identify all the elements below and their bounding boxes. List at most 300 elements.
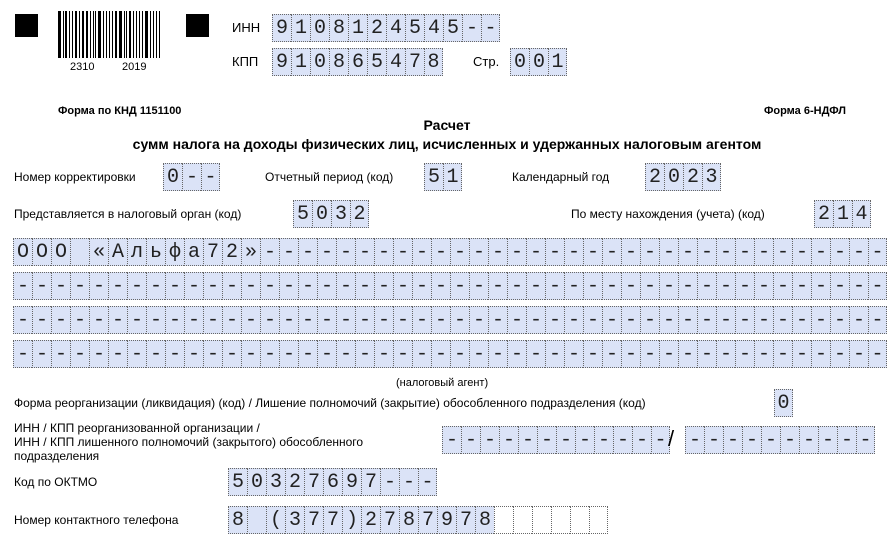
char-cell: -	[868, 272, 887, 300]
reorg-inn-field[interactable]	[442, 426, 670, 454]
char-cell: -	[678, 340, 697, 368]
barcode-bar	[98, 11, 101, 58]
phone-label: Номер контактного телефона	[14, 513, 179, 527]
correction-label: Номер корректировки	[14, 170, 136, 184]
location-label: По месту нахождения (учета) (код)	[571, 207, 765, 221]
char-cell: 7	[405, 48, 424, 76]
barcode-bar	[115, 11, 117, 58]
barcode-bar	[86, 11, 88, 58]
char-cell: -	[583, 238, 602, 266]
char-cell: -	[526, 306, 545, 334]
char-cell: 7	[304, 468, 323, 496]
char-cell: -	[469, 238, 488, 266]
char-cell: -	[773, 238, 792, 266]
char-cell: 6	[323, 468, 342, 496]
barcode-bar	[112, 11, 113, 58]
char-cell: -	[51, 272, 70, 300]
char-cell: 7	[323, 506, 342, 534]
char-cell: -	[317, 272, 336, 300]
char-cell: -	[507, 306, 526, 334]
char-cell	[494, 506, 513, 534]
knd-code: Форма по КНД 1151100	[58, 105, 182, 117]
char-cell: -	[108, 272, 127, 300]
char-cell: -	[317, 306, 336, 334]
char-cell: -	[640, 340, 659, 368]
phone-field[interactable]	[228, 506, 608, 534]
agent-name-line-1[interactable]	[13, 238, 887, 266]
oktmo-field[interactable]	[228, 468, 437, 496]
char-cell: -	[260, 340, 279, 368]
char-cell: -	[13, 272, 32, 300]
reorg-slash: /	[668, 426, 675, 451]
char-cell: -	[393, 238, 412, 266]
barcode-bar	[153, 11, 154, 58]
char-cell: -	[203, 306, 222, 334]
char-cell: -	[431, 238, 450, 266]
barcode-bar	[139, 11, 141, 58]
period-label: Отчетный период (код)	[265, 170, 394, 184]
char-cell: -	[545, 340, 564, 368]
char-cell: -	[716, 306, 735, 334]
char-cell: -	[868, 238, 887, 266]
char-cell: -	[811, 238, 830, 266]
char-cell: -	[602, 306, 621, 334]
char-cell: -	[418, 468, 437, 496]
reorg-inn-label-3: подразделения	[14, 449, 100, 463]
char-cell: -	[868, 306, 887, 334]
char-cell: -	[545, 306, 564, 334]
char-cell: -	[849, 340, 868, 368]
barcode-bar	[129, 11, 131, 58]
char-cell: 9	[272, 48, 291, 76]
char-cell: -	[583, 340, 602, 368]
char-cell: -	[537, 426, 556, 454]
char-cell: -	[621, 340, 640, 368]
char-cell: -	[697, 272, 716, 300]
char-cell: -	[583, 272, 602, 300]
char-cell: -	[518, 426, 537, 454]
barcode-bar	[63, 11, 64, 58]
char-cell: 8	[329, 14, 348, 42]
authority-label: Представляется в налоговый орган (код)	[14, 207, 242, 221]
char-cell: -	[32, 272, 51, 300]
char-cell: -	[442, 426, 461, 454]
char-cell: -	[374, 272, 393, 300]
char-cell: 9	[437, 506, 456, 534]
char-cell: -	[32, 340, 51, 368]
char-cell: -	[488, 238, 507, 266]
char-cell: 5	[424, 163, 443, 191]
barcode-number-right: 2019	[122, 61, 147, 73]
char-cell: -	[773, 340, 792, 368]
char-cell: -	[222, 340, 241, 368]
char-cell: -	[127, 306, 146, 334]
char-cell: -	[89, 340, 108, 368]
char-cell: 0	[312, 200, 331, 228]
char-cell: -	[298, 340, 317, 368]
char-cell: -	[773, 272, 792, 300]
char-cell: 0	[310, 48, 329, 76]
char-cell: -	[856, 426, 875, 454]
char-cell: -	[507, 340, 526, 368]
char-cell: 2	[367, 14, 386, 42]
char-cell: -	[849, 238, 868, 266]
char-cell: -	[201, 163, 220, 191]
char-cell: -	[640, 306, 659, 334]
char-cell: -	[412, 340, 431, 368]
char-cell: -	[837, 426, 856, 454]
char-cell: 5	[405, 14, 424, 42]
char-cell: -	[678, 238, 697, 266]
char-cell: -	[773, 306, 792, 334]
char-cell: -	[241, 340, 260, 368]
char-cell: 1	[443, 163, 462, 191]
char-cell: 1	[348, 14, 367, 42]
char-cell: -	[868, 340, 887, 368]
kpp-label: КПП	[232, 54, 259, 69]
char-cell: -	[849, 306, 868, 334]
char-cell: -	[811, 340, 830, 368]
oktmo-label: Код по ОКТМО	[14, 475, 98, 489]
reorg-field[interactable]	[774, 389, 793, 417]
char-cell: -	[393, 340, 412, 368]
form-name: Форма 6-НДФЛ	[764, 105, 846, 117]
char-cell: -	[469, 340, 488, 368]
char-cell	[570, 506, 589, 534]
correction-field[interactable]	[163, 163, 220, 191]
agent-caption: (налоговый агент)	[396, 377, 489, 389]
barcode-bar	[58, 11, 61, 58]
char-cell: -	[336, 272, 355, 300]
char-cell: -	[146, 272, 165, 300]
char-cell: -	[184, 340, 203, 368]
char-cell: 1	[548, 48, 567, 76]
char-cell: -	[298, 306, 317, 334]
char-cell: 8	[475, 506, 494, 534]
char-cell: -	[298, 272, 317, 300]
char-cell: -	[678, 272, 697, 300]
agent-name-line-2[interactable]	[13, 272, 887, 300]
char-cell	[70, 238, 89, 266]
char-cell: 0	[529, 48, 548, 76]
year-label: Календарный год	[512, 170, 610, 184]
char-cell: -	[678, 306, 697, 334]
char-cell: 9	[272, 14, 291, 42]
char-cell: -	[279, 340, 298, 368]
barcode-bar	[142, 11, 143, 58]
char-cell: -	[241, 306, 260, 334]
char-cell: -	[849, 272, 868, 300]
barcode-bar	[159, 11, 160, 58]
char-cell: -	[659, 340, 678, 368]
char-cell: -	[830, 306, 849, 334]
barcode-bar	[119, 11, 122, 58]
char-cell: -	[830, 238, 849, 266]
char-cell: -	[374, 306, 393, 334]
char-cell: -	[488, 272, 507, 300]
char-cell: -	[659, 272, 678, 300]
char-cell: -	[184, 306, 203, 334]
char-cell: -	[70, 272, 89, 300]
char-cell: 5	[228, 468, 247, 496]
char-cell: 5	[443, 14, 462, 42]
char-cell: -	[51, 306, 70, 334]
char-cell: -	[431, 272, 450, 300]
char-cell: -	[754, 306, 773, 334]
char-cell: -	[602, 272, 621, 300]
char-cell: -	[735, 238, 754, 266]
char-cell: 3	[266, 468, 285, 496]
char-cell: -	[545, 272, 564, 300]
char-cell: О	[32, 238, 51, 266]
barcode-bar	[82, 11, 84, 58]
char-cell: -	[685, 426, 704, 454]
char-cell: 7	[203, 238, 222, 266]
char-cell: -	[450, 306, 469, 334]
char-cell: -	[317, 238, 336, 266]
page-label: Стр.	[473, 54, 500, 69]
char-cell: -	[526, 272, 545, 300]
char-cell: А	[108, 238, 127, 266]
char-cell: -	[697, 238, 716, 266]
char-cell: -	[469, 272, 488, 300]
barcode-bar	[93, 11, 94, 58]
authority-field[interactable]	[293, 200, 369, 228]
char-cell: -	[742, 426, 761, 454]
char-cell: -	[380, 468, 399, 496]
char-cell: -	[811, 306, 830, 334]
char-cell: 2	[222, 238, 241, 266]
char-cell: -	[716, 340, 735, 368]
char-cell: -	[70, 340, 89, 368]
char-cell: -	[697, 306, 716, 334]
char-cell: 4	[424, 14, 443, 42]
char-cell: 7	[456, 506, 475, 534]
char-cell: -	[488, 340, 507, 368]
char-cell: -	[222, 272, 241, 300]
char-cell	[532, 506, 551, 534]
barcode-bar	[136, 11, 137, 58]
char-cell: -	[374, 238, 393, 266]
inn-field[interactable]	[272, 14, 500, 42]
char-cell: 2	[814, 200, 833, 228]
agent-name-line-3[interactable]	[13, 306, 887, 334]
char-cell: -	[556, 426, 575, 454]
char-cell: 8	[424, 48, 443, 76]
char-cell	[513, 506, 532, 534]
char-cell: -	[182, 163, 201, 191]
kpp-field[interactable]	[272, 48, 443, 76]
char-cell: 4	[386, 14, 405, 42]
char-cell: ф	[165, 238, 184, 266]
char-cell: -	[336, 238, 355, 266]
char-cell: -	[108, 306, 127, 334]
char-cell: -	[336, 340, 355, 368]
form-subtitle: сумм налога на доходы физических лиц, исчисленных и удержанных налоговым агентом	[132, 136, 762, 152]
char-cell: 5	[367, 48, 386, 76]
char-cell: 1	[291, 48, 310, 76]
char-cell: -	[488, 306, 507, 334]
corner-marker-right	[186, 14, 209, 37]
char-cell: -	[632, 426, 651, 454]
char-cell: -	[575, 426, 594, 454]
char-cell: -	[355, 340, 374, 368]
char-cell: -	[754, 340, 773, 368]
char-cell: -	[461, 426, 480, 454]
char-cell: -	[279, 272, 298, 300]
char-cell: -	[792, 238, 811, 266]
char-cell: -	[146, 340, 165, 368]
char-cell: -	[704, 426, 723, 454]
char-cell: -	[754, 238, 773, 266]
barcode-bar	[150, 11, 151, 58]
char-cell: 0	[774, 389, 793, 417]
char-cell: -	[13, 340, 32, 368]
corner-marker-left	[15, 14, 38, 37]
char-cell: (	[266, 506, 285, 534]
agent-name-line-4[interactable]	[13, 340, 887, 368]
char-cell: -	[564, 306, 583, 334]
reorg-inn-label-2: ИНН / КПП лишенного полномочий (закрытого) обособленного	[14, 435, 364, 449]
char-cell: 0	[163, 163, 182, 191]
char-cell: 0	[664, 163, 683, 191]
year-field[interactable]	[645, 163, 721, 191]
char-cell: -	[32, 306, 51, 334]
char-cell: -	[450, 340, 469, 368]
char-cell: -	[431, 306, 450, 334]
char-cell: -	[108, 340, 127, 368]
char-cell: -	[735, 272, 754, 300]
char-cell: -	[735, 340, 754, 368]
char-cell: -	[564, 272, 583, 300]
char-cell: -	[499, 426, 518, 454]
barcode-bar	[145, 11, 148, 58]
char-cell: 1	[291, 14, 310, 42]
char-cell: -	[431, 340, 450, 368]
char-cell: -	[70, 306, 89, 334]
char-cell: -	[165, 340, 184, 368]
char-cell: -	[640, 238, 659, 266]
char-cell: 3	[285, 506, 304, 534]
char-cell: 7	[380, 506, 399, 534]
char-cell: 8	[399, 506, 418, 534]
char-cell: -	[621, 272, 640, 300]
char-cell: -	[613, 426, 632, 454]
char-cell: -	[450, 238, 469, 266]
barcode-bar	[65, 11, 67, 58]
char-cell: -	[469, 306, 488, 334]
inn-label: ИНН	[232, 20, 261, 35]
char-cell: -	[279, 238, 298, 266]
period-field[interactable]	[424, 163, 462, 191]
char-cell: -	[298, 238, 317, 266]
char-cell: -	[203, 272, 222, 300]
char-cell: -	[355, 238, 374, 266]
char-cell: -	[393, 272, 412, 300]
char-cell: -	[279, 306, 298, 334]
char-cell: -	[716, 272, 735, 300]
page-field[interactable]	[510, 48, 567, 76]
char-cell: 2	[645, 163, 664, 191]
char-cell: -	[723, 426, 742, 454]
char-cell	[551, 506, 570, 534]
char-cell: -	[165, 306, 184, 334]
char-cell: -	[222, 306, 241, 334]
char-cell: -	[89, 272, 108, 300]
char-cell: 2	[350, 200, 369, 228]
char-cell: -	[818, 426, 837, 454]
char-cell: 5	[293, 200, 312, 228]
char-cell: 3	[702, 163, 721, 191]
char-cell: -	[355, 272, 374, 300]
char-cell: -	[507, 272, 526, 300]
char-cell: -	[146, 306, 165, 334]
char-cell: «	[89, 238, 108, 266]
char-cell: -	[507, 238, 526, 266]
char-cell: -	[260, 272, 279, 300]
char-cell: -	[127, 272, 146, 300]
reorg-label: Форма реорганизации (ликвидация) (код) / Лишение полномочий (закрытие) обособленного подразделения (код)	[14, 396, 646, 410]
char-cell: -	[792, 306, 811, 334]
char-cell: -	[735, 306, 754, 334]
barcode-bar	[109, 11, 110, 58]
char-cell: ь	[146, 238, 165, 266]
char-cell: -	[412, 272, 431, 300]
char-cell: -	[799, 426, 818, 454]
char-cell: -	[754, 272, 773, 300]
char-cell: -	[51, 340, 70, 368]
location-field[interactable]	[814, 200, 871, 228]
char-cell: -	[317, 340, 336, 368]
barcode-bar	[126, 11, 127, 58]
char-cell: -	[659, 238, 678, 266]
char-cell: -	[13, 306, 32, 334]
char-cell: -	[374, 340, 393, 368]
char-cell: -	[583, 306, 602, 334]
barcode-bar	[75, 11, 78, 58]
char-cell: 9	[342, 468, 361, 496]
char-cell: -	[811, 272, 830, 300]
char-cell: 1	[833, 200, 852, 228]
char-cell: -	[260, 238, 279, 266]
char-cell: -	[792, 340, 811, 368]
char-cell: -	[830, 272, 849, 300]
barcode-bar	[95, 11, 96, 58]
char-cell: 8	[329, 48, 348, 76]
char-cell: -	[830, 340, 849, 368]
char-cell: 8	[228, 506, 247, 534]
char-cell: -	[621, 238, 640, 266]
char-cell: -	[651, 426, 670, 454]
char-cell: -	[761, 426, 780, 454]
char-cell: -	[602, 340, 621, 368]
char-cell: 4	[852, 200, 871, 228]
barcode-bar	[133, 11, 134, 58]
char-cell: -	[780, 426, 799, 454]
barcode-bar	[103, 11, 104, 58]
barcode-bar	[90, 11, 91, 58]
char-cell: л	[127, 238, 146, 266]
char-cell: 2	[285, 468, 304, 496]
barcode-bar	[69, 11, 70, 58]
char-cell: -	[602, 238, 621, 266]
reorg-kpp-field[interactable]	[685, 426, 875, 454]
char-cell: -	[621, 306, 640, 334]
char-cell: -	[640, 272, 659, 300]
char-cell: 0	[310, 14, 329, 42]
char-cell: )	[342, 506, 361, 534]
char-cell: О	[13, 238, 32, 266]
